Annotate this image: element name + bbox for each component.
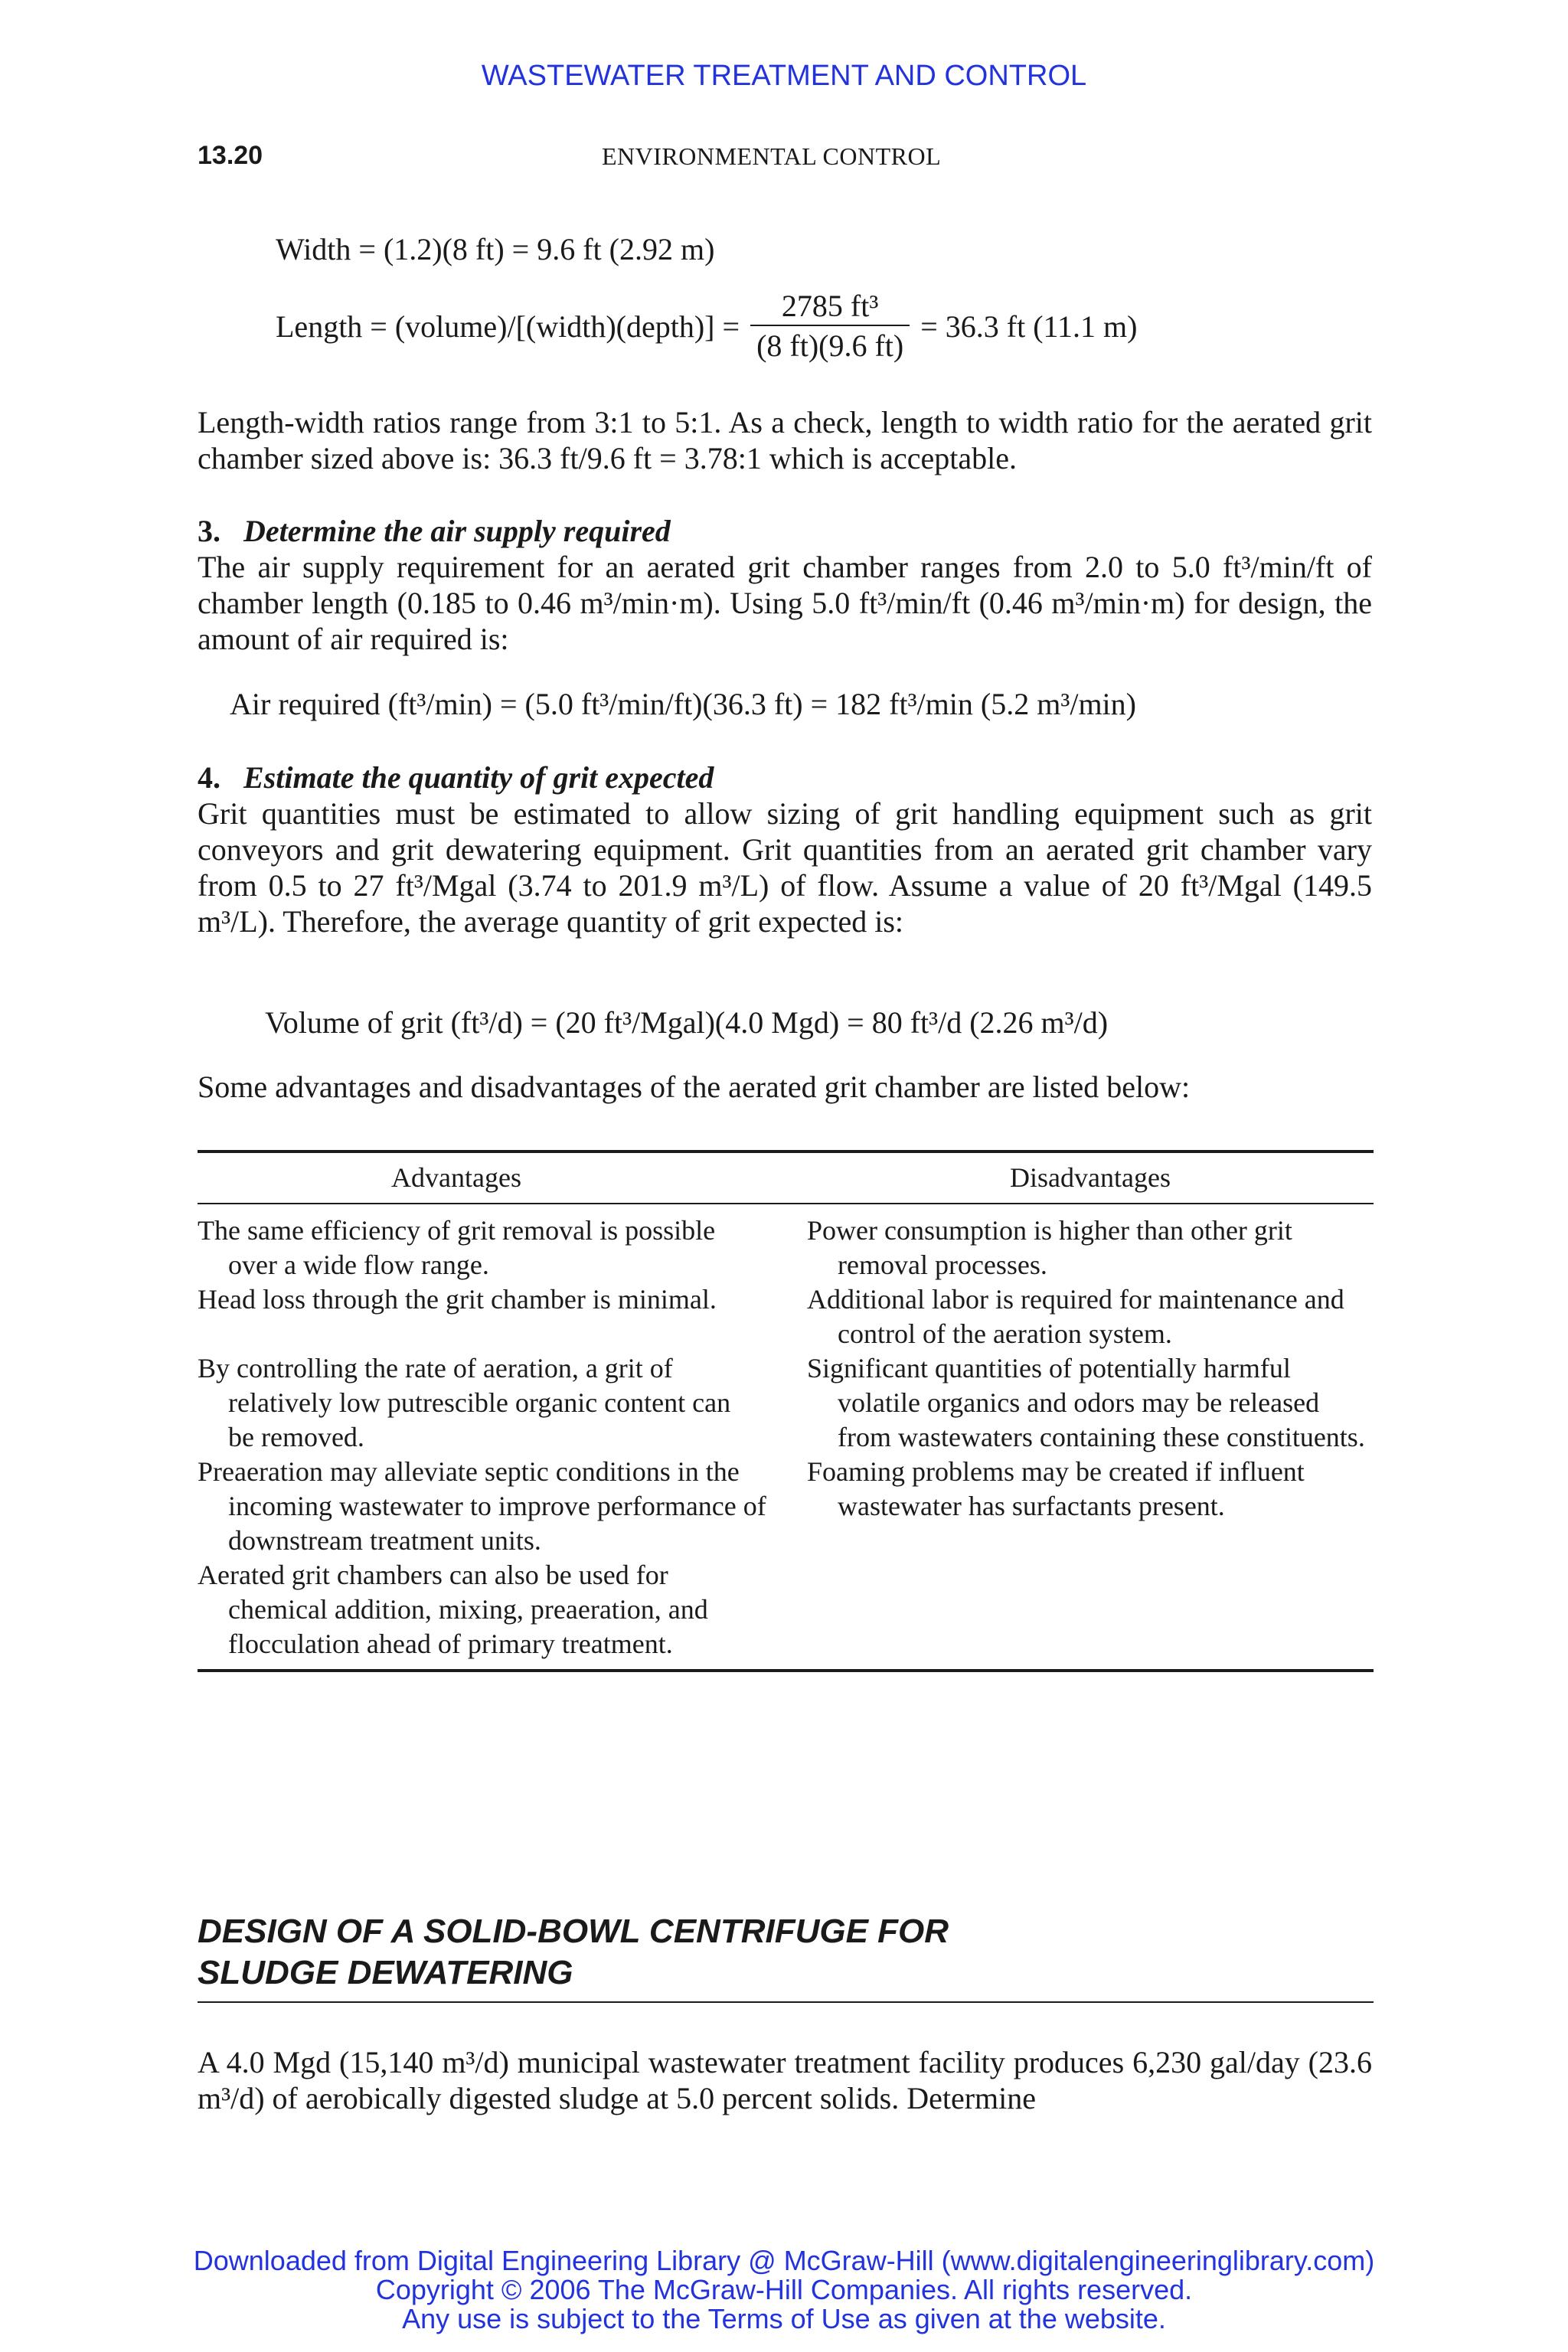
advantages-table bbox=[198, 1153, 1374, 1669]
advantage-item: Head loss through the grit chamber is minimal. bbox=[198, 1284, 717, 1315]
advantages-table-wrapper bbox=[198, 1150, 1374, 1672]
table-row bbox=[198, 1455, 1374, 1558]
length-equation bbox=[276, 289, 1137, 363]
table-bottom-rule bbox=[198, 1669, 1374, 1672]
step-4-number: 4. bbox=[198, 760, 220, 795]
section-heading-line-1: DESIGN OF A SOLID-BOWL CENTRIFUGE FOR bbox=[198, 1913, 949, 1950]
section-heading-line-2: SLUDGE DEWATERING bbox=[198, 1954, 573, 1991]
chapter-title: ENVIRONMENTAL CONTROL bbox=[602, 142, 942, 170]
width-equation: Width = (1.2)(8 ft) = 9.6 ft (2.92 m) bbox=[276, 232, 715, 266]
air-required-equation: Air required (ft³/min) = (5.0 ft³/min/ft)(36.3 ft) = 182 ft³/min (5.2 m³/min) bbox=[230, 687, 1136, 721]
ratio-check-paragraph: Length-width ratios range from 3:1 to 5:1. As a check, length to width ratio for the aerated grit chamber sized above is: 36.3 ft/9.6 ft = 3.78:1 which is acceptable. bbox=[198, 405, 1372, 475]
disadvantage-item: Additional labor is required for maintenance and control of the aeration system. bbox=[807, 1284, 1344, 1349]
step-3-number: 3. bbox=[198, 514, 220, 548]
table-row bbox=[198, 1282, 1374, 1351]
air-supply-paragraph: The air supply requirement for an aerated grit chamber ranges from 2.0 to 5.0 ft³/min/ft of chamber length (0.185 to 0.46 m³/min·m). Using 5.0 ft³/min/ft (0.46 m³/min·m) for design, the amount of air required is: bbox=[198, 550, 1372, 656]
table-row bbox=[198, 1351, 1374, 1455]
length-fraction-denominator: (8 ft)(9.6 ft) bbox=[756, 328, 904, 363]
footer-copyright: Copyright © 2006 The McGraw-Hill Companies. All rights reserved. bbox=[375, 2274, 1193, 2305]
table-header-row bbox=[198, 1153, 1374, 1204]
grit-quantity-paragraph: Grit quantities must be estimated to allow sizing of grit handling equipment such as grit conveyors and grit dewatering equipment. Grit quantities from an aerated grit chamber vary from 0.5 to 27 ft³/Mgal (3.74 to 201.9 m³/L) of flow. Assume a value of 20 ft³/Mgal (149.5 m³/L). Therefore, the average quantity of grit expected is: bbox=[198, 796, 1372, 939]
centrifuge-intro-paragraph: A 4.0 Mgd (15,140 m³/d) municipal wastewater treatment facility produces 6,230 gal/day (23.6 m³/d) of aerobically digested sludge at 5.0 percent solids. Determine bbox=[198, 2045, 1372, 2115]
footer-download-link[interactable]: Downloaded from Digital Engineering Library @ McGraw-Hill (www.digitalengineeringlibrary.com) bbox=[193, 2245, 1375, 2276]
advantage-item: The same efficiency of grit removal is possible over a wide flow range. bbox=[198, 1215, 716, 1280]
grit-volume-equation: Volume of grit (ft³/d) = (20 ft³/Mgal)(4.0 Mgd) = 80 ft³/d (2.26 m³/d) bbox=[265, 1005, 1109, 1040]
column-header-disadvantages: Disadvantages bbox=[1010, 1162, 1171, 1193]
disadvantage-item: Power consumption is higher than other grit removal processes. bbox=[807, 1215, 1292, 1280]
table-row bbox=[198, 1204, 1374, 1282]
advantage-item: Aerated grit chambers can also be used for chemical addition, mixing, preaeration, and flocculation ahead of primary treatment. bbox=[198, 1560, 708, 1659]
section-heading bbox=[198, 1911, 1374, 1994]
step-3-title: Determine the air supply required bbox=[243, 514, 671, 548]
length-fraction bbox=[750, 289, 910, 363]
running-head: WASTEWATER TREATMENT AND CONTROL bbox=[481, 60, 1087, 92]
step-4-heading bbox=[198, 760, 714, 795]
list-intro-paragraph: Some advantages and disadvantages of the aerated grit chamber are listed below: bbox=[198, 1070, 1191, 1104]
step-3-heading bbox=[198, 513, 671, 549]
page-number: 13.20 bbox=[198, 141, 263, 170]
step-4-title: Estimate the quantity of grit expected bbox=[243, 760, 714, 795]
length-fraction-numerator: 2785 ft³ bbox=[750, 289, 910, 326]
table-row bbox=[198, 1558, 1374, 1669]
disadvantage-item: Significant quantities of potentially harmful volatile organics and odors may be released from wastewaters containing these constituents. bbox=[807, 1353, 1365, 1452]
advantage-item: By controlling the rate of aeration, a grit of relatively low putrescible organic content can be removed. bbox=[198, 1353, 731, 1452]
advantage-item: Preaeration may alleviate septic conditions in the incoming wastewater to improve performance of downstream treatment units. bbox=[198, 1456, 766, 1556]
disadvantage-item: Foaming problems may be created if influent wastewater has surfactants present. bbox=[807, 1456, 1305, 1521]
footer-terms: Any use is subject to the Terms of Use as given at the website. bbox=[402, 2303, 1166, 2334]
footer bbox=[0, 2246, 1568, 2334]
section-heading-rule bbox=[198, 2001, 1374, 2003]
length-equation-lhs: Length = (volume)/[(width)(depth)] = bbox=[276, 309, 740, 344]
length-equation-rhs: = 36.3 ft (11.1 m) bbox=[920, 309, 1138, 344]
column-header-advantages: Advantages bbox=[391, 1162, 521, 1193]
